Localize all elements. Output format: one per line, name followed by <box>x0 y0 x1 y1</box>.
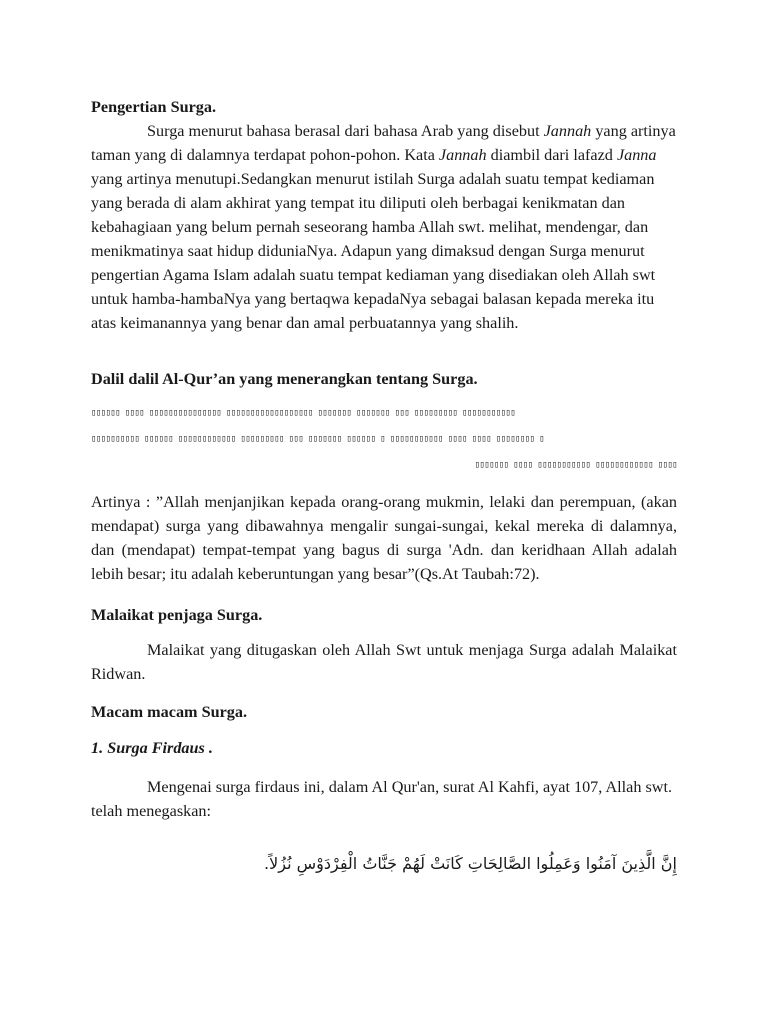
translation-paragraph: Artinya : ”Allah menjanjikan kepada orang-orang mukmin, lelaki dan perempuan, (akan mendapat) surga yang dibawahnya mengalir sungai-sungai, kekal mereka di dalamnya, dan (mendapat) tempat-tempat yang bagus di surga 'Adn. dan keridhaan Allah adalah lebih besar; itu adalah keberuntungan yang besar”(Qs.At Taubah:72). <box>91 493 677 583</box>
section-pengertian <box>91 95 677 335</box>
section-malaikat-body <box>91 638 677 686</box>
italic-term: Jannah <box>543 122 592 140</box>
paragraph-firdaus: Mengenai surga firdaus ini, dalam Al Qur'an, surat Al Kahfi, ayat 107, Allah swt. telah menegaskan: <box>91 778 673 820</box>
text-run: yang artinya menutupi.Sedangkan menurut istilah Surga adalah suatu tempat kediaman yang berada di alam akhirat yang tempat itu diliputi oleh berbagai kenikmatan dan kebahagiaan yang belum pernah seseorang hamba Allah swt. melihat, mendengar, dan menikmatinya saat hidup diduniaNya. Adapun yang dimaksud dengan Surga menurut pengertian Agama Islam adalah suatu tempat kediaman yang disediakan oleh Allah swt untuk hamba-hambaNya yang bertaqwa kepadaNya sebagai balasan kepada mereka itu atas keimanannya yang benar dan amal perbuatannya yang shalih. <box>91 170 656 332</box>
arabic-boxes-line: ▯▯▯▯▯▯▯▯▯▯ ▯▯▯▯▯▯ ▯▯▯▯▯▯▯▯▯▯▯▯ ▯▯▯▯▯▯▯▯▯ ▯▯▯ ▯▯▯▯▯▯▯ ▯▯▯▯▯▯ ▯ ▯▯▯▯▯▯▯▯▯▯▯ ▯▯▯▯ ▯▯▯▯ ▯▯▯▯▯▯▯▯ ▯ <box>91 434 544 444</box>
heading-dalil: Dalil dalil Al-Qur’an yang menerangkan tentang Surga. <box>91 370 478 388</box>
italic-term: Jannah <box>438 146 487 164</box>
heading-malaikat-penjaga: Malaikat penjaga Surga. <box>91 606 263 624</box>
section-firdaus-body <box>91 775 677 823</box>
subheading-surga-firdaus: 1. Surga Firdaus . <box>91 739 213 757</box>
section-firdaus <box>91 736 677 760</box>
heading-macam-surga: Macam macam Surga. <box>91 703 247 721</box>
arabic-boxes-line: ▯▯▯▯▯▯▯ ▯▯▯▯ ▯▯▯▯▯▯▯▯▯▯▯ ▯▯▯▯▯▯▯▯▯▯▯▯ ▯▯▯▯ <box>474 460 677 470</box>
section-terjemahan <box>91 490 677 586</box>
text-run: yang artinya taman yang di dalamnya terdapat pohon-pohon. Kata <box>91 122 676 164</box>
text-run: diambil dari lafazd <box>486 146 617 164</box>
section-malaikat <box>91 603 677 627</box>
arabic-verse-missing-glyphs <box>91 400 677 478</box>
paragraph-pengertian <box>91 119 677 335</box>
text-run: Surga menurut bahasa berasal dari bahasa Arab yang disebut <box>147 122 544 140</box>
italic-term: Janna <box>616 146 657 164</box>
arabic-boxes-line: ▯▯▯▯▯▯ ▯▯▯▯ ▯▯▯▯▯▯▯▯▯▯▯▯▯▯▯ ▯▯▯▯▯▯▯▯▯▯▯▯▯▯▯▯▯▯ ▯▯▯▯▯▯▯ ▯▯▯▯▯▯▯ ▯▯▯ ▯▯▯▯▯▯▯▯▯ ▯▯▯▯▯▯▯▯▯▯▯ <box>91 408 516 418</box>
paragraph-malaikat: Malaikat yang ditugaskan oleh Allah Swt untuk menjaga Surga adalah Malaikat Ridwan. <box>91 641 677 683</box>
section-macam <box>91 700 677 724</box>
section-dalil <box>91 367 677 391</box>
arabic-verse-al-kahfi-107: إِنَّ الَّذِينَ آمَنُوا وَعَمِلُوا الصَّالِحَاتِ كَانَتْ لَهُمْ جَنَّاتُ الْفِرْدَوْسِ نُزُلاً. <box>264 854 677 873</box>
heading-pengertian-surga: Pengertian Surga. <box>91 98 216 116</box>
